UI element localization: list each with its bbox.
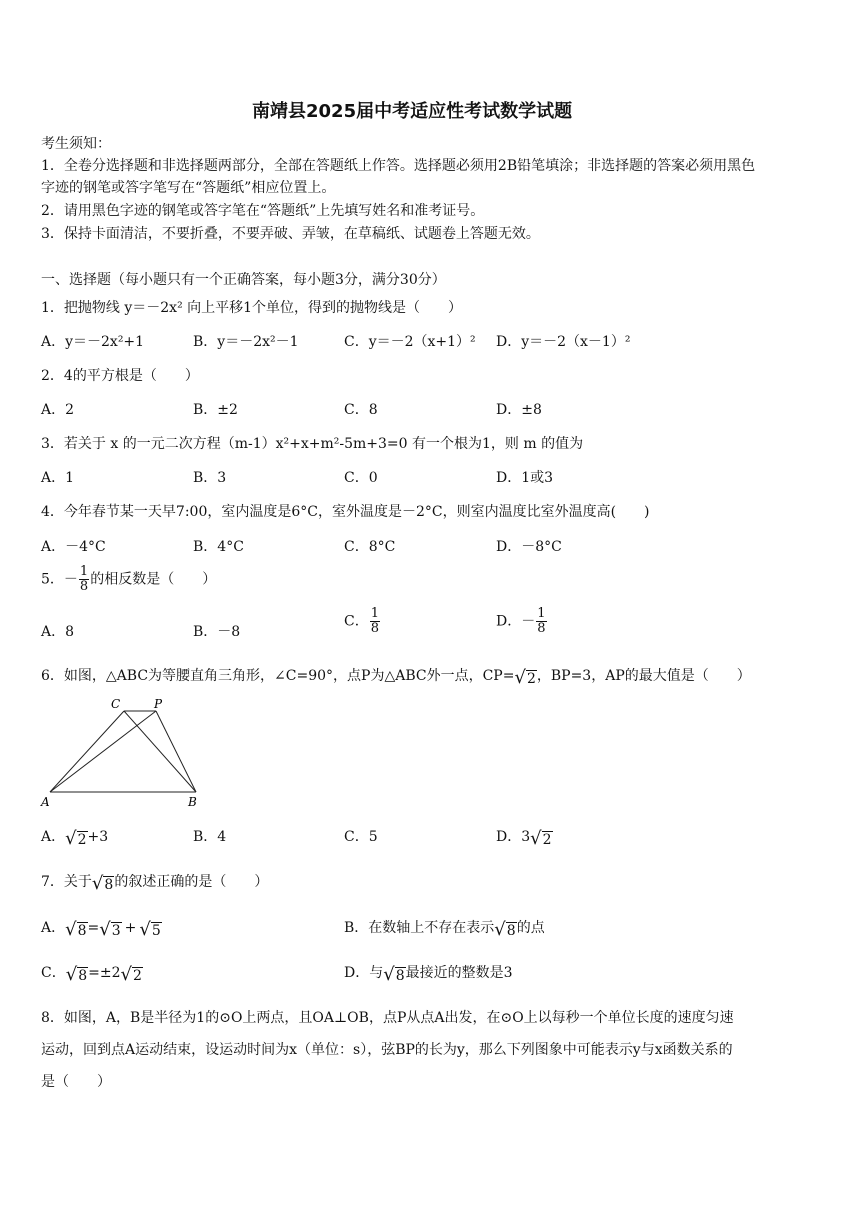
- question-8-line-1: 8．如图，A，B是半径为1的⊙O上两点，且OA⊥OB，点P从点A出发，在⊙O上以每秒一个单位长度的速度匀速: [41, 1010, 734, 1026]
- segment-cb: [124, 711, 196, 792]
- sqrt-8: [383, 966, 405, 984]
- question-6-option-a[interactable]: [41, 826, 108, 848]
- question-6-stem: [41, 665, 751, 687]
- question-7-stem: [41, 871, 268, 893]
- radical-sign: √: [530, 828, 542, 849]
- question-4-option-d[interactable]: D．－8°C: [496, 539, 562, 555]
- radical-sign: √: [91, 873, 104, 894]
- option-d-tail: 最接近的整数是3: [405, 965, 513, 981]
- question-5-option-c[interactable]: [344, 607, 381, 636]
- notice-heading: 考生须知：: [41, 136, 111, 152]
- question-3-option-a[interactable]: A．1: [41, 470, 75, 486]
- option-b-text: B．在数轴上不存在表示: [344, 920, 495, 936]
- sqrt-8: [65, 921, 87, 939]
- question-6-stem-pre: 6．如图，△ABC为等腰直角三角形，∠C=90°，点P为△ABC外一点，CP=: [41, 668, 515, 684]
- question-6-option-d[interactable]: [496, 826, 553, 848]
- notice-item-1-cont: 字迹的钢笔或答字笔写在“答题纸”相应位置上。: [41, 180, 336, 196]
- radicand: 8: [77, 923, 87, 939]
- option-c-label: C．: [344, 613, 369, 630]
- question-5-option-d[interactable]: [496, 607, 548, 636]
- option-d-fraction: [536, 607, 546, 636]
- question-3-option-d[interactable]: D．1或3: [496, 470, 554, 486]
- question-5-fraction: [79, 565, 89, 594]
- radicand: 8: [395, 968, 405, 984]
- option-d-label: D．3: [496, 829, 531, 845]
- question-7-stem-pre: 7．关于: [41, 874, 92, 890]
- question-1-option-b[interactable]: B．y＝－2x²－1: [193, 334, 299, 350]
- radical-sign: √: [65, 919, 77, 940]
- radicand: 8: [506, 923, 516, 939]
- fraction-denominator: 8: [79, 579, 89, 594]
- option-a-label: A．: [41, 829, 66, 845]
- page-title: 南靖县2025届中考适应性考试数学试题: [252, 101, 573, 122]
- question-2-option-a[interactable]: A．2: [41, 402, 75, 418]
- radical-sign: √: [65, 828, 77, 849]
- label-p: P: [154, 697, 163, 711]
- radicand: 5: [151, 923, 161, 939]
- label-b: B: [188, 795, 197, 809]
- segment-bp: [156, 711, 196, 792]
- question-8-line-2: 运动，回到点A运动结束，设运动时间为x（单位：s），弦BP的长为y，那么下列图象中可能表示y与x函数关系的: [41, 1042, 733, 1058]
- sqrt-8: [92, 875, 114, 893]
- fraction-denominator: 8: [537, 621, 546, 636]
- question-7-stem-post: 的叙述正确的是（ ）: [114, 874, 269, 890]
- section-heading: 一、选择题（每小题只有一个正确答案，每小题3分，满分30分）: [41, 272, 446, 288]
- question-4-option-c[interactable]: C．8°C: [344, 539, 396, 555]
- label-a: A: [41, 795, 50, 809]
- fraction-numerator: 1: [370, 606, 379, 621]
- equals-plus-minus-two: =±2: [88, 965, 121, 981]
- question-4-option-a[interactable]: A．－4°C: [41, 539, 106, 555]
- question-2-option-c[interactable]: C．8: [344, 402, 378, 418]
- question-7-option-a[interactable]: [41, 917, 162, 939]
- radical-sign: √: [139, 919, 151, 940]
- sqrt-8: [66, 966, 88, 984]
- question-4-option-b[interactable]: B．4°C: [193, 539, 244, 555]
- radicand: 3: [111, 923, 121, 939]
- radical-sign: √: [99, 919, 111, 940]
- sqrt-2: [121, 966, 143, 984]
- fraction-denominator: 8: [370, 621, 379, 636]
- question-2-option-d[interactable]: D．±8: [496, 402, 542, 418]
- radicand: 2: [77, 832, 87, 848]
- option-b-tail: 的点: [516, 920, 545, 936]
- radicand: 2: [132, 968, 142, 984]
- question-5-option-a[interactable]: A．8: [41, 624, 75, 640]
- question-6-option-c[interactable]: C．5: [344, 829, 378, 845]
- question-4-stem: 4．今年春节某一天早7:00，室内温度是6°C，室外温度是－2°C，则室内温度比室外温度高( ): [41, 504, 650, 520]
- question-1-stem: 1．把抛物线 y＝－2x² 向上平移1个单位，得到的抛物线是（ ）: [41, 300, 463, 316]
- option-c-label: C．: [41, 965, 66, 981]
- question-3-stem: 3．若关于 x 的一元二次方程（m-1）x²+x+m²-5m+3=0 有一个根为1，则 m 的值为: [41, 436, 584, 452]
- radicand: 2: [542, 832, 552, 848]
- question-6-stem-post: ，BP=3，AP的最大值是（ ）: [536, 668, 751, 684]
- question-2-option-b[interactable]: B．±2: [193, 402, 238, 418]
- notice-item-2: 2．请用黑色字迹的钢笔或答字笔在“答题纸”上先填写姓名和准考证号。: [41, 203, 485, 219]
- option-d-text: D．与: [344, 965, 384, 981]
- sqrt-5: [139, 921, 161, 939]
- question-7-option-d[interactable]: [344, 962, 513, 984]
- question-5-option-b[interactable]: B．－8: [193, 624, 241, 640]
- sqrt-8: [494, 921, 516, 939]
- sqrt-2: [530, 830, 552, 848]
- sqrt-2: [65, 830, 87, 848]
- question-7-option-b[interactable]: [344, 917, 545, 939]
- option-a-label: A．: [41, 920, 66, 936]
- fraction-numerator: 1: [537, 606, 546, 621]
- question-7-option-c[interactable]: [41, 962, 143, 984]
- sqrt-2: [514, 669, 536, 687]
- radical-sign: √: [65, 964, 78, 985]
- question-3-option-b[interactable]: B．3: [193, 470, 227, 486]
- radical-sign: √: [514, 667, 526, 688]
- question-1-option-d[interactable]: D．y＝－2（x－1）²: [496, 334, 631, 350]
- question-5-neg-sign: －: [63, 571, 78, 588]
- question-1-option-a[interactable]: A．y＝－2x²+1: [41, 334, 145, 350]
- label-c: C: [111, 697, 121, 711]
- question-6-option-b[interactable]: B．4: [193, 829, 227, 845]
- radicand: 2: [526, 671, 536, 687]
- question-5-stem-tail: 的相反数是（ ）: [90, 571, 217, 588]
- plus-sign: +: [124, 920, 137, 936]
- radical-sign: √: [494, 919, 506, 940]
- question-5-stem: [41, 565, 216, 594]
- fraction-numerator: 1: [79, 564, 89, 579]
- option-d-neg-sign: －: [521, 613, 536, 630]
- radicand: 8: [78, 968, 88, 984]
- segment-ap: [50, 711, 156, 792]
- radical-sign: √: [120, 964, 132, 985]
- segment-ca: [50, 711, 124, 792]
- question-8-line-3: 是（ ）: [41, 1074, 111, 1090]
- question-2-stem: 2．4的平方根是（ ）: [41, 368, 199, 384]
- question-1-option-c[interactable]: C．y＝－2（x+1）²: [344, 334, 476, 350]
- notice-item-1: 1．全卷分选择题和非选择题两部分，全部在答题纸上作答。选择题必须用2B铅笔填涂；非选择题的答案必须用黑色: [41, 158, 756, 174]
- option-a-tail: +3: [87, 829, 109, 845]
- notice-item-3: 3．保持卡面清洁，不要折叠，不要弄破、弄皱，在草稿纸、试题卷上答题无效。: [41, 226, 540, 242]
- option-c-fraction: [370, 607, 380, 636]
- triangle-figure: [38, 694, 208, 814]
- radicand: 8: [104, 877, 114, 893]
- question-3-option-c[interactable]: C．0: [344, 470, 378, 486]
- question-5-number: 5．: [41, 571, 64, 588]
- option-d-label: D．: [496, 613, 522, 630]
- equals-sign: =: [87, 920, 100, 936]
- sqrt-3: [99, 921, 121, 939]
- radical-sign: √: [383, 964, 395, 985]
